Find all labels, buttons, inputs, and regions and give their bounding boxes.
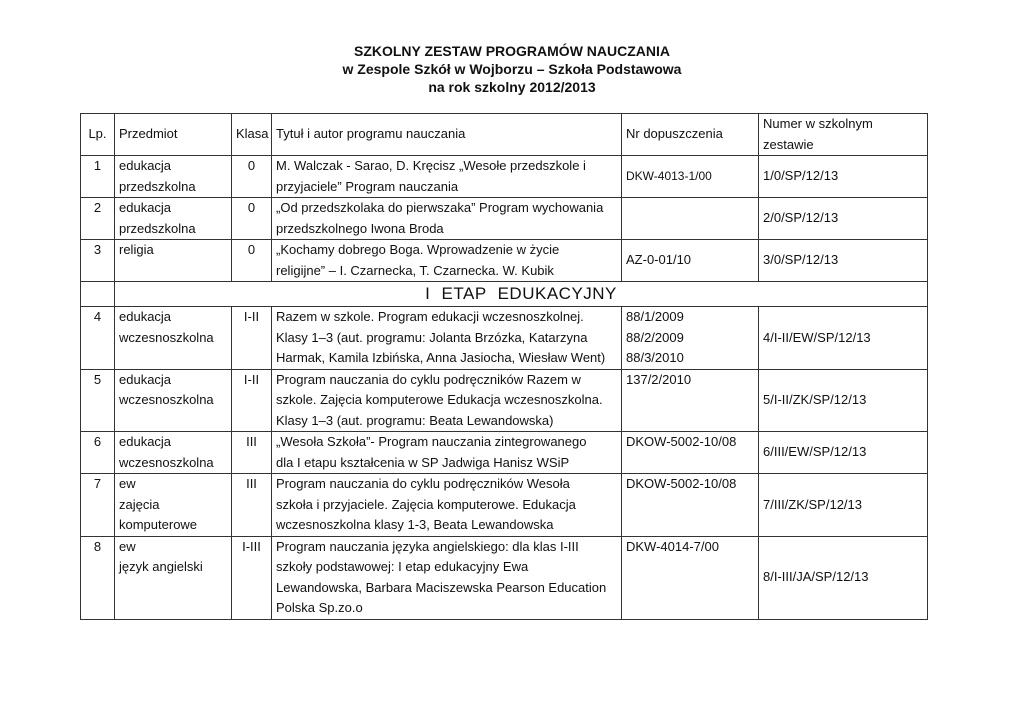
- row-program: [272, 156, 622, 198]
- row-program-line: Harmak, Kamila Izbińska, Anna Jasiocha, Wiesław Went): [276, 350, 606, 365]
- row-subject-line: edukacja: [119, 371, 172, 387]
- row-program-line: „Kochamy dobrego Boga. Wprowadzenie w życie: [276, 242, 560, 257]
- table-body: [81, 156, 928, 620]
- row-approval-line: 137/2/2010: [626, 371, 692, 387]
- row-class: I-II: [232, 369, 272, 432]
- header-number-line-2: zestawie: [763, 136, 814, 152]
- row-subject-line: język angielski: [119, 559, 203, 574]
- row-class: III: [232, 474, 272, 537]
- title-line-1: SZKOLNY ZESTAW PROGRAMÓW NAUCZANIA: [353, 43, 671, 59]
- row-approval: [622, 198, 759, 240]
- row-class: III: [232, 432, 272, 474]
- section-lp-cell: [81, 282, 115, 307]
- row-subject-line: edukacja: [119, 158, 172, 173]
- row-subject: [115, 474, 232, 537]
- row-program-line: szkoły podstawowej: I etap edukacyjny Ewa: [276, 559, 529, 574]
- header-lp: Lp.: [81, 114, 115, 156]
- row-subject: [115, 432, 232, 474]
- row-subject-line: komputerowe: [119, 517, 198, 532]
- header-subject: Przedmiot: [115, 114, 232, 156]
- header-program: Tytuł i autor programu nauczania: [272, 114, 622, 156]
- row-subject-line: ew: [119, 476, 136, 491]
- row-lp: 8: [81, 536, 115, 619]
- row-subject-line: wczesnoszkolna: [119, 454, 214, 470]
- row-lp: 4: [81, 307, 115, 370]
- header-class: Klasa: [232, 114, 272, 156]
- row-lp: 6: [81, 432, 115, 474]
- row-program: [272, 474, 622, 537]
- row-program-line: Klasy 1–3 (aut. programu: Jolanta Brzózka, Katarzyna: [276, 329, 588, 345]
- row-approval-line: 88/3/2010: [626, 350, 684, 365]
- row-number: 4/I-II/EW/SP/12/13: [759, 307, 928, 370]
- row-program-line: Polska Sp.zo.o: [276, 600, 363, 615]
- row-subject-line: przedszkolna: [119, 220, 196, 236]
- row-subject-line: ew: [119, 538, 136, 554]
- row-program-line: Razem w szkole. Program edukacji wczesnoszkolnej.: [276, 309, 584, 324]
- section-row: [81, 282, 928, 307]
- row-number: 8/I-III/JA/SP/12/13: [759, 536, 928, 619]
- row-program-line: Program nauczania do cyklu podręczników Wesoła: [276, 476, 570, 491]
- row-program-line: „Wesoła Szkoła”- Program nauczania zintegrowanego: [276, 434, 587, 449]
- row-program: [272, 369, 622, 432]
- document-title: [0, 42, 1024, 96]
- table-row: [81, 369, 928, 432]
- row-subject-line: przedszkolna: [119, 178, 196, 194]
- row-program-line: religijne” – I. Czarnecka, T. Czarnecka. W. Kubik: [276, 262, 554, 278]
- row-approval: [622, 536, 759, 619]
- row-approval: [622, 240, 759, 282]
- row-program-line: Lewandowska, Barbara Maciszewska Pearson Education: [276, 579, 607, 595]
- row-lp: 7: [81, 474, 115, 537]
- row-program-line: Program nauczania języka angielskiego: dla klas I-III: [276, 538, 579, 554]
- header-approval: Nr dopuszczenia: [622, 114, 759, 156]
- row-number: 7/III/ZK/SP/12/13: [759, 474, 928, 537]
- row-approval-line: 88/1/2009: [626, 309, 684, 324]
- row-subject: [115, 536, 232, 619]
- row-program-line: dla I etapu kształcenia w SP Jadwiga Hanisz WSiP: [276, 454, 570, 470]
- row-number: 2/0/SP/12/13: [759, 198, 928, 240]
- row-subject-line: religia: [119, 242, 154, 257]
- row-program-line: szkole. Zajęcia komputerowe Edukacja wczesnoszkolna.: [276, 392, 603, 407]
- row-subject: [115, 369, 232, 432]
- row-program: [272, 198, 622, 240]
- row-subject-line: edukacja: [119, 434, 172, 449]
- row-class: 0: [232, 198, 272, 240]
- row-approval-line: DKW-4013-1/00: [626, 169, 712, 184]
- row-program-line: wczesnoszkolna klasy 1-3, Beata Lewandowska: [276, 517, 554, 532]
- row-program-line: M. Walczak - Sarao, D. Kręcisz „Wesołe przedszkole i: [276, 158, 586, 173]
- row-approval-line: AZ-0-01/10: [626, 252, 692, 268]
- row-class: I-II: [232, 307, 272, 370]
- row-lp: 5: [81, 369, 115, 432]
- table-row: [81, 307, 928, 370]
- table-header-row: [81, 114, 928, 156]
- row-subject: [115, 156, 232, 198]
- row-subject-line: wczesnoszkolna: [119, 392, 214, 407]
- row-program-line: przyjaciele” Program nauczania: [276, 178, 459, 194]
- row-subject-line: wczesnoszkolna: [119, 329, 214, 345]
- row-program: [272, 240, 622, 282]
- row-program-line: Klasy 1–3 (aut. programu: Beata Lewandowska): [276, 412, 554, 428]
- row-program: [272, 432, 622, 474]
- row-lp: 1: [81, 156, 115, 198]
- row-approval-line: 88/2/2009: [626, 329, 684, 345]
- header-number: [759, 114, 928, 156]
- row-approval: [622, 307, 759, 370]
- row-program-line: przedszkolnego Iwona Broda: [276, 220, 444, 236]
- row-approval: [622, 474, 759, 537]
- row-subject: [115, 240, 232, 282]
- title-line-3: na rok szkolny 2012/2013: [428, 79, 596, 95]
- program-table: [80, 113, 928, 620]
- table-row: [81, 198, 928, 240]
- row-class: I-III: [232, 536, 272, 619]
- row-lp: 2: [81, 198, 115, 240]
- row-number: 5/I-II/ZK/SP/12/13: [759, 369, 928, 432]
- row-number: 6/III/EW/SP/12/13: [759, 432, 928, 474]
- section-heading-text: I ETAP EDUKACYJNY: [425, 284, 617, 303]
- row-approval-line: DKW-4014-7/00: [626, 538, 719, 554]
- row-subject: [115, 307, 232, 370]
- row-program-line: szkoła i przyjaciele. Zajęcia komputerowe. Edukacja: [276, 496, 576, 512]
- row-subject: [115, 198, 232, 240]
- table-row: [81, 474, 928, 537]
- header-number-line-1: Numer w szkolnym: [763, 116, 873, 131]
- row-subject-line: zajęcia: [119, 496, 160, 512]
- table-row: [81, 432, 928, 474]
- section-heading: [115, 282, 928, 307]
- row-class: 0: [232, 240, 272, 282]
- row-subject-line: edukacja: [119, 200, 172, 215]
- row-subject-line: edukacja: [119, 309, 172, 324]
- row-number: 1/0/SP/12/13: [759, 156, 928, 198]
- row-approval: [622, 369, 759, 432]
- table-row: [81, 536, 928, 619]
- row-program: [272, 307, 622, 370]
- row-number: 3/0/SP/12/13: [759, 240, 928, 282]
- table-row: [81, 240, 928, 282]
- title-line-2: w Zespole Szkół w Wojborzu – Szkoła Podstawowa: [342, 61, 682, 77]
- row-lp: 3: [81, 240, 115, 282]
- row-approval: [622, 156, 759, 198]
- row-program-line: Program nauczania do cyklu podręczników Razem w: [276, 371, 581, 387]
- table-row: [81, 156, 928, 198]
- row-approval-line: DKOW-5002-10/08: [626, 434, 737, 449]
- row-class: 0: [232, 156, 272, 198]
- row-approval: [622, 432, 759, 474]
- row-approval-line: DKOW-5002-10/08: [626, 476, 737, 491]
- row-program: [272, 536, 622, 619]
- row-program-line: „Od przedszkolaka do pierwszaka” Program wychowania: [276, 200, 604, 215]
